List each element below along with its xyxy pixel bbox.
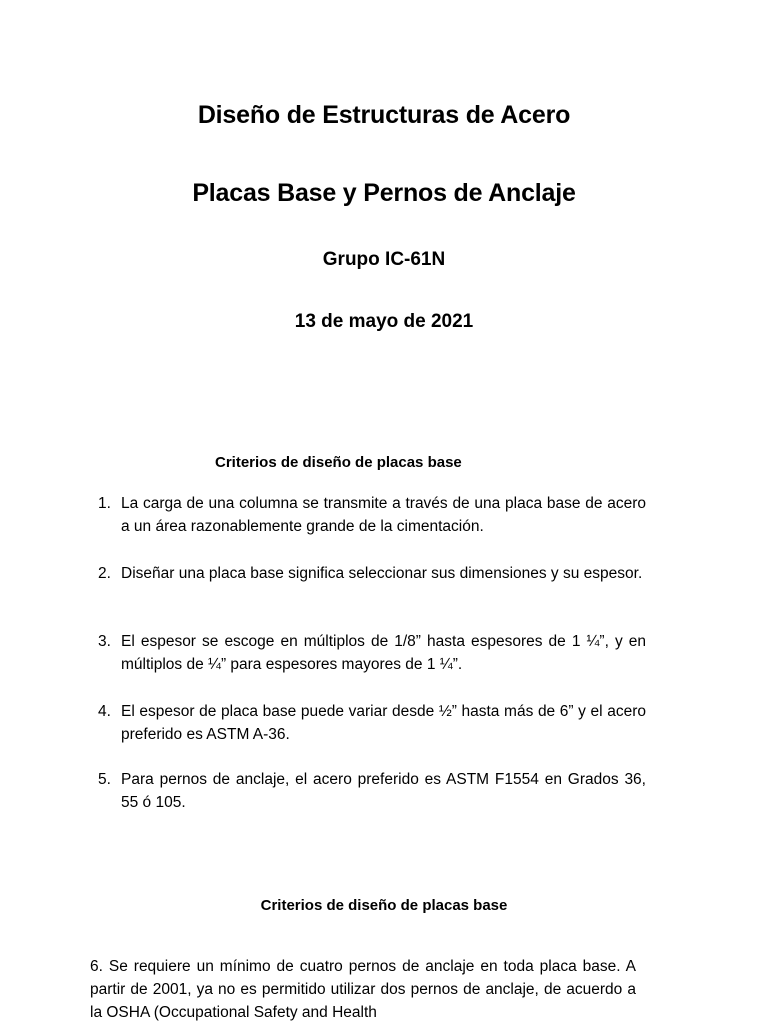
group-label: Grupo IC-61N <box>322 249 446 270</box>
list-item-text: La carga de una columna se transmite a través de una placa base de acero a un área razonablemente grande de la cimentación. <box>121 495 646 535</box>
section-heading-2: Criterios de diseño de placas base <box>260 897 508 914</box>
list-item-text: El espesor de placa base puede variar desde ½” hasta más de 6” y el acero preferido es ASTM A-36. <box>121 703 646 743</box>
paragraph-6: 6. Se requiere un mínimo de cuatro pernos de anclaje en toda placa base. A partir de 2001, ya no es permitido utilizar dos pernos de anclaje, de acuerdo a la OSHA (Occupational Safety and Health <box>90 958 636 1021</box>
date-label: 13 de mayo de 2021 <box>294 311 474 332</box>
list-item-text: Para pernos de anclaje, el acero preferido es ASTM F1554 en Grados 36, 55 ó 105. <box>121 771 646 811</box>
document-subtitle: Placas Base y Pernos de Anclaje <box>192 179 576 207</box>
list-item-text: Diseñar una placa base significa seleccionar sus dimensiones y su espesor. <box>121 565 643 582</box>
list-item-number: 3. <box>98 633 111 650</box>
list-item <box>98 700 646 746</box>
list-item-text: El espesor se escoge en múltiplos de 1/8” hasta espesores de 1 ¼”, y en múltiplos de ¼” para espesores mayores de 1 ¼”. <box>121 633 646 673</box>
list-item <box>98 492 646 538</box>
document-title: Diseño de Estructuras de Acero <box>197 101 571 129</box>
list-item <box>98 562 646 585</box>
list-item <box>98 768 646 814</box>
section-heading-1: Criterios de diseño de placas base <box>215 454 462 471</box>
list-item-number: 1. <box>98 495 111 512</box>
list-item-number: 2. <box>98 565 111 582</box>
list-item <box>98 630 646 676</box>
list-item-number: 4. <box>98 703 111 720</box>
list-item-number: 5. <box>98 771 111 788</box>
